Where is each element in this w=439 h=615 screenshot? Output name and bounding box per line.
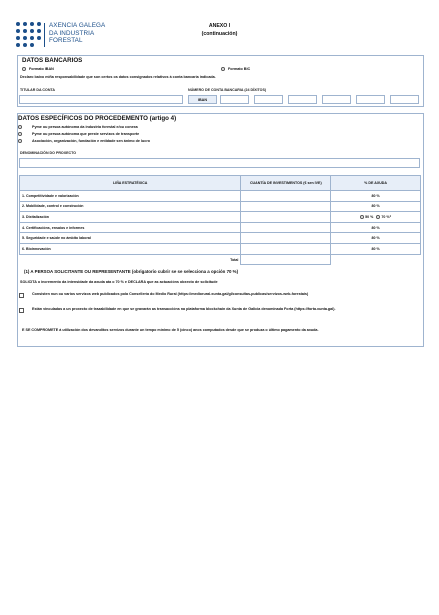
row-line-name: 6. Bioinnovación xyxy=(20,243,241,254)
account-digits-field-2[interactable] xyxy=(254,95,283,104)
iban-prefix: IBAN xyxy=(188,95,217,104)
option-nonprofit-label: Asociación, organización, fundación e entidade sen ánimo de lucro xyxy=(32,139,151,143)
iban-format-label: Formato IBAN xyxy=(29,67,54,71)
project-name-field[interactable] xyxy=(19,158,420,168)
account-number-label: NÚMERO DE CONTA BANCARIA (24 DÍXITOS) xyxy=(188,88,267,92)
option-nonprofit-radio[interactable] xyxy=(18,139,22,143)
account-digits-field-3[interactable] xyxy=(288,95,317,104)
logo-line-3: FORESTAL xyxy=(49,37,83,45)
table-row xyxy=(20,212,421,223)
digitalization-70-radio[interactable] xyxy=(376,215,380,219)
total-amount-field[interactable] xyxy=(241,254,331,265)
digitalization-70-label: 70 % xyxy=(381,214,390,219)
total-label: Total xyxy=(230,257,239,262)
row-amount-field[interactable] xyxy=(241,243,331,254)
row-aid-pct: 80 % xyxy=(331,201,421,212)
header-aid-percentage: % DE AXUDA xyxy=(331,176,421,191)
procedure-section-title: DATOS ESPECÍFICOS DO PROCEDEMENTO (artigo 4) xyxy=(18,115,177,122)
row-amount-field[interactable] xyxy=(241,222,331,233)
logo-line-2: DA INDUSTRIA xyxy=(49,29,95,37)
row-line-name: 2. Mobilidade, control e construción xyxy=(20,201,241,212)
web-services-checkbox[interactable] xyxy=(19,293,24,298)
option-sme-transport-radio[interactable] xyxy=(18,132,22,136)
row-amount-field[interactable] xyxy=(241,191,331,202)
row-amount-field[interactable] xyxy=(241,212,331,223)
row-line-name: 1. Competitividade e valorización xyxy=(20,191,241,202)
account-digits-field-4[interactable] xyxy=(322,95,351,104)
iban-format-radio[interactable] xyxy=(22,67,26,71)
table-row xyxy=(20,222,421,233)
row-line-name: 4. Certificacións, ensaios e informes xyxy=(20,222,241,233)
note-heading: (1) A PERSOA SOLICITANTE OU REPRESENTANTE (obrigatorio cubrir se se selecciona a opción 70 %) xyxy=(24,269,239,274)
footnote-marker: 1 xyxy=(389,214,392,218)
table-row xyxy=(20,191,421,202)
table-row xyxy=(20,201,421,212)
account-digits-field-1[interactable] xyxy=(220,95,249,104)
table-row xyxy=(20,243,421,254)
digitalization-50-radio[interactable] xyxy=(360,215,364,219)
option-sme-forest-radio[interactable] xyxy=(18,125,22,129)
row-line-name: 5. Seguridade e saúde no ámbito laboral xyxy=(20,233,241,244)
bank-section-title: DATOS BANCARIOS xyxy=(22,57,83,64)
bic-format-label: Formato BIC xyxy=(228,67,251,71)
bank-declaration: Declaro baixo miña responsabilidade que son certos os datos consignados relativos á conta bancaria indicada. xyxy=(20,75,216,79)
digitalization-50-label: 50 % xyxy=(365,214,374,219)
row-amount-field[interactable] xyxy=(241,201,331,212)
row-line-name: 3. Dixitalización xyxy=(20,212,241,223)
account-digits-field-6[interactable] xyxy=(390,95,419,104)
table-total-row xyxy=(20,254,421,265)
total-empty-cell xyxy=(331,254,421,265)
procedure-section xyxy=(17,113,424,347)
account-holder-label: TITULAR DA CONTA xyxy=(20,88,55,92)
project-name-label: DENOMINACIÓN DO PROXECTO xyxy=(20,151,77,155)
annex-title: ANEXO I xyxy=(208,23,231,29)
row-aid-pct: 80 % xyxy=(331,222,421,233)
account-holder-field[interactable] xyxy=(19,95,183,104)
header-investment-amount: CUANTÍA DE INVESTIMENTOS (€ sen IVE) xyxy=(241,176,331,191)
investment-table xyxy=(19,175,421,265)
header-strategic-line: LIÑA ESTRATÉXICA xyxy=(20,176,241,191)
traceability-text: Están vinculadas a un proxecto de trazabilidade en que se gravarán as transaccións na plataforma blockchain da Xunta de Galicia denominada Forta (https://forta.xunta.gal). xyxy=(32,307,336,311)
row-amount-field[interactable] xyxy=(241,233,331,244)
traceability-checkbox[interactable] xyxy=(19,308,24,313)
row-aid-pct-choice xyxy=(331,212,421,223)
bank-section xyxy=(17,55,424,107)
note-intro: SOLICITA o incremento da intensidade da axuda ata o 70 % e DECLARA que as actuacións obxecto de solicitude xyxy=(20,280,218,284)
commitment-text: E SE COMPROMETE á utilización dos devanditos servizos durante un tempo mínimo de 5 (cinco) anos computados desde que se produza o último pagamento da axuda. xyxy=(22,328,319,332)
web-services-text: Consisten nun ou varios servizos web publicados pola Consellería do Medio Rural (https://mediorural.xunta.gal/gl/consultas-publicas/servizos-web-forestais) xyxy=(32,292,309,296)
account-digits-field-5[interactable] xyxy=(356,95,385,104)
bic-format-radio[interactable] xyxy=(221,67,225,71)
option-sme-forest-label: Pyme ou persoa autónoma da industria forestal e/ou conexa xyxy=(32,125,138,129)
annex-subtitle: (continuación) xyxy=(201,31,238,37)
row-aid-pct: 80 % xyxy=(331,243,421,254)
option-sme-transport-label: Pyme ou persoa autónoma que preste servizos de transporte xyxy=(32,132,140,136)
table-row xyxy=(20,233,421,244)
row-aid-pct: 80 % xyxy=(331,233,421,244)
logo-line-1: AXENCIA GALEGA xyxy=(49,22,106,29)
row-aid-pct: 80 % xyxy=(331,191,421,202)
